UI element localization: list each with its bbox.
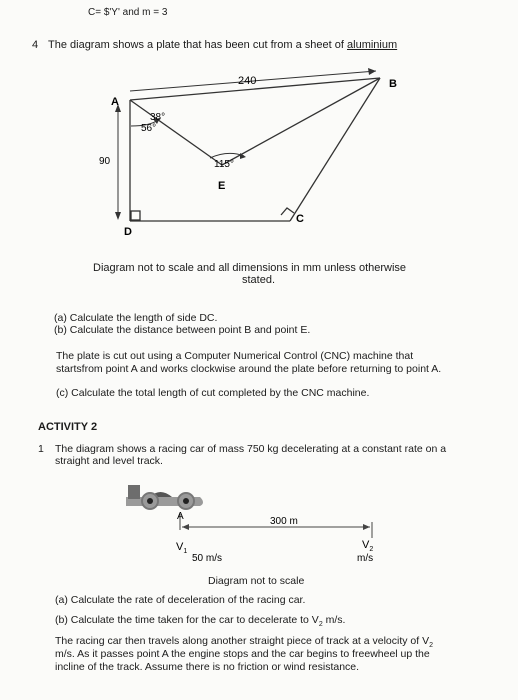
arrow-300-left [182, 524, 189, 530]
a2-part-b-prefix: (b) Calculate the time taken for the car to decelerate to V [55, 614, 319, 626]
label-50ms: 50 m/s [192, 553, 223, 564]
right-angle-D [131, 211, 140, 220]
q4-cnc-line1: The plate is cut out using a Computer Numerical Control (CNC) machine that [56, 350, 414, 362]
arrow-240 [368, 68, 376, 75]
label-A: A [111, 96, 119, 108]
a2-part-b [55, 614, 345, 631]
racing-car [126, 485, 203, 509]
label-v2: $V_2$ [362, 539, 374, 553]
label-E: E [218, 180, 226, 192]
a2-para-line2: m/s. As it passes point A the engine stops and the car begins to freewheel up the [55, 648, 430, 660]
question-text-prefix: The diagram shows a plate that has been cut from a sheet of [48, 39, 348, 51]
question-material: aluminium [347, 39, 398, 51]
q4-cnc-line2: startsfrom point A and works clockwise around the plate before returning to point A. [56, 363, 442, 375]
q4-part-c: (c) Calculate the total length of cut completed by the CNC machine. [56, 387, 370, 399]
a2-part-b-suffix: m/s. [322, 614, 346, 626]
diagram1-note-line1: Diagram not to scale and all dimensions in mm unless otherwise [93, 262, 407, 274]
label-C: C [296, 213, 304, 225]
line-BE [222, 78, 380, 165]
label-38: 38° [150, 112, 166, 123]
question-number: 4 [32, 39, 39, 51]
label-56: 56° [141, 123, 157, 134]
racing-car-diagram [0, 470, 518, 570]
label-115: 115° [214, 159, 234, 170]
label-300: 300 m [270, 516, 298, 527]
diagram2-note: Diagram not to scale [208, 575, 305, 587]
activity2-line1: The diagram shows a racing car of mass 750 kg decelerating at a constant rate on a [55, 443, 447, 455]
activity2-title: ACTIVITY 2 [38, 421, 98, 433]
a2-part-b-sub: 2 [318, 621, 323, 629]
label-240: 240 [238, 75, 257, 87]
label-90: 90 [99, 156, 111, 167]
label-A2: A [177, 511, 184, 522]
a2-para-line1-sub: 2 [429, 642, 434, 650]
label-B: B [389, 78, 397, 90]
a2-para-line3: incline of the track. Assume there is no friction or wind resistance. [55, 661, 360, 673]
activity2-number: 1 [38, 443, 44, 455]
a2-para-line1-prefix: The racing car then travels along another straight piece of track at a velocity of V [55, 635, 430, 647]
q4-part-b: (b) Calculate the distance between point B and point E. [54, 324, 311, 336]
edge-BC [290, 78, 380, 221]
label-v1: $V_1$ [176, 541, 188, 555]
diagram1-note-line2: stated. [242, 274, 276, 286]
arrow-300-right [363, 524, 370, 530]
arrow-90-bottom [115, 212, 121, 220]
label-D: D [124, 226, 132, 238]
right-angle-C [281, 208, 294, 215]
a2-part-a: (a) Calculate the rate of deceleration of the racing car. [55, 594, 306, 606]
label-ms: m/s [357, 553, 374, 564]
plate-diagram [0, 0, 518, 260]
activity2-line2: straight and level track. [55, 455, 163, 467]
header-formula: C= $'Y' and m = 3 [88, 7, 168, 18]
q4-part-a: (a) Calculate the length of side DC. [54, 312, 218, 324]
